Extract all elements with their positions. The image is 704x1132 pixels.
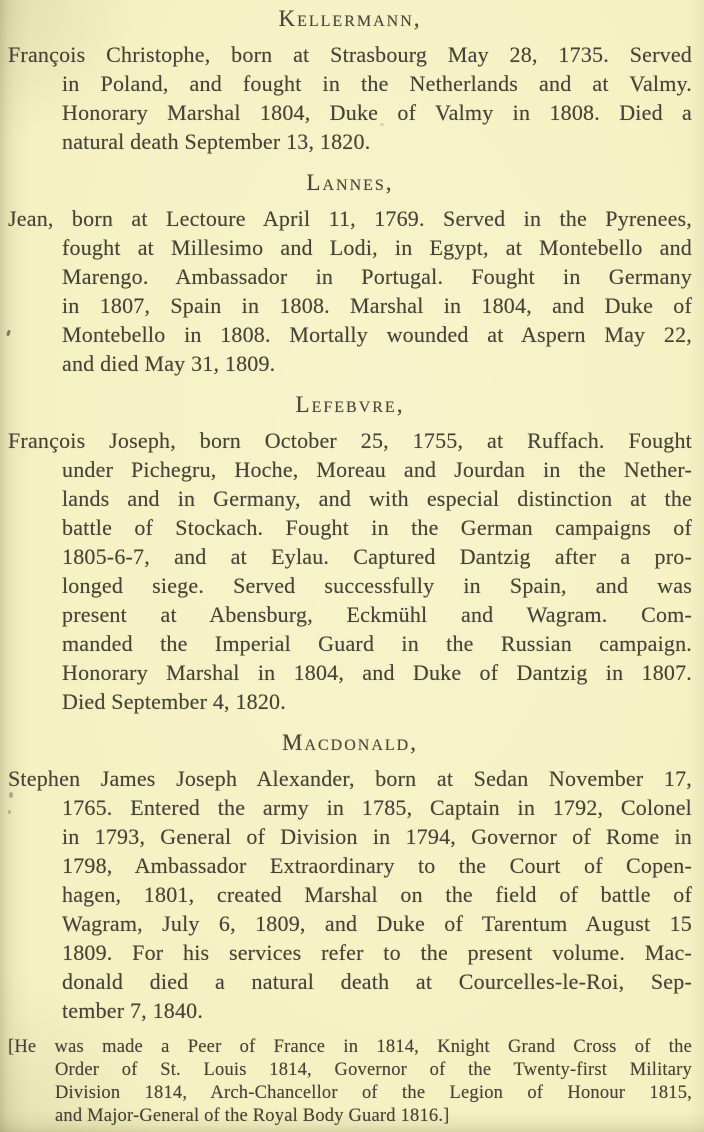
- text-line: 1809. For his services refer to the present volume. Mac-: [62, 940, 692, 965]
- text-line: longed siege. Served successfully in Spain, and was: [62, 573, 692, 598]
- text-line: 1765. Entered the army in 1785, Captain in 1792, Colonel: [62, 795, 692, 820]
- footnote: [8, 1036, 692, 1128]
- text-line: 1798, Ambassador Extraordinary to the Court of Copen-: [62, 853, 692, 878]
- text-line: hagen, 1801, created Marshal on the field of battle of: [62, 882, 692, 907]
- text-line: Honorary Marshal in 1804, and Duke of Dantzig in 1807.: [62, 660, 692, 685]
- text-line: Wagram, July 6, 1809, and Duke of Tarentum August 15: [62, 911, 692, 936]
- text-line: tember 7, 1840.: [62, 998, 204, 1023]
- text-line: François Joseph, born October 25, 1755, at Ruffach. Fought: [8, 428, 692, 453]
- entry-heading: Kellermann,: [278, 6, 422, 31]
- text-line: Stephen James Joseph Alexander, born at Sedan November 17,: [8, 766, 692, 791]
- text-line: battle of Stockach. Fought in the German campaigns of: [62, 515, 692, 540]
- text-line: Marengo. Ambassador in Portugal. Fought in Germany: [62, 264, 692, 289]
- text-line: Died September 4, 1820.: [62, 689, 286, 714]
- text-line: in 1807, Spain in 1808. Marshal in 1804, and Duke of: [62, 293, 692, 318]
- text-line: fought at Millesimo and Lodi, in Egypt, at Montebello and: [62, 235, 692, 260]
- text-line: donald died a natural death at Courcelles-le-Roi, Sep-: [62, 969, 692, 994]
- text-line: manded the Imperial Guard in the Russian campaign.: [62, 631, 692, 656]
- ink-speck: [9, 792, 13, 798]
- text-line: in 1793, General of Division in 1794, Governor of Rome in: [62, 824, 692, 849]
- entry-heading: Lannes,: [306, 170, 394, 195]
- entry-heading: Lefebvre,: [295, 392, 405, 417]
- marshal-entry: [8, 170, 692, 378]
- text-line: in Poland, and fought in the Netherlands and at Valmy.: [62, 71, 692, 96]
- marshal-entry: [8, 730, 692, 1025]
- entry-heading: Macdonald,: [282, 730, 418, 755]
- text-line: 1805-6-7, and at Eylau. Captured Dantzig after a pro-: [62, 544, 692, 569]
- text-line: Montebello in 1808. Mortally wounded at Aspern May 22,: [62, 322, 692, 347]
- text-line: present at Abensburg, Eckmühl and Wagram. Com-: [62, 602, 692, 627]
- marshal-entries: [8, 6, 692, 1025]
- text-line: François Christophe, born at Strasbourg May 28, 1735. Served: [8, 42, 692, 67]
- text-line: Division 1814, Arch-Chancellor of the Legion of Honour 1815,: [55, 1083, 692, 1103]
- marshal-entry: [8, 392, 692, 716]
- marshal-entry: [8, 6, 692, 156]
- text-line: lands and in Germany, and with especial distinction at the: [62, 486, 692, 511]
- text-line: under Pichegru, Hoche, Moreau and Jourdan in the Nether-: [62, 457, 692, 482]
- text-line: and Major-General of the Royal Body Guard 1816.]: [55, 1106, 450, 1126]
- text-line: natural death September 13, 1820.: [62, 129, 371, 154]
- text-line: Honorary Marshal 1804, Duke of Valmy in 1808. Died a: [62, 100, 692, 125]
- text-line: Order of St. Louis 1814, Governor of the Twenty-first Military: [55, 1060, 692, 1080]
- ink-speck: [8, 810, 11, 814]
- text-line: [He was made a Peer of France in 1814, Knight Grand Cross of the: [8, 1037, 692, 1057]
- ink-speck: [380, 123, 384, 126]
- text-line: Jean, born at Lectoure April 11, 1769. Served in the Pyrenees,: [8, 206, 692, 231]
- text-line: and died May 31, 1809.: [62, 351, 276, 376]
